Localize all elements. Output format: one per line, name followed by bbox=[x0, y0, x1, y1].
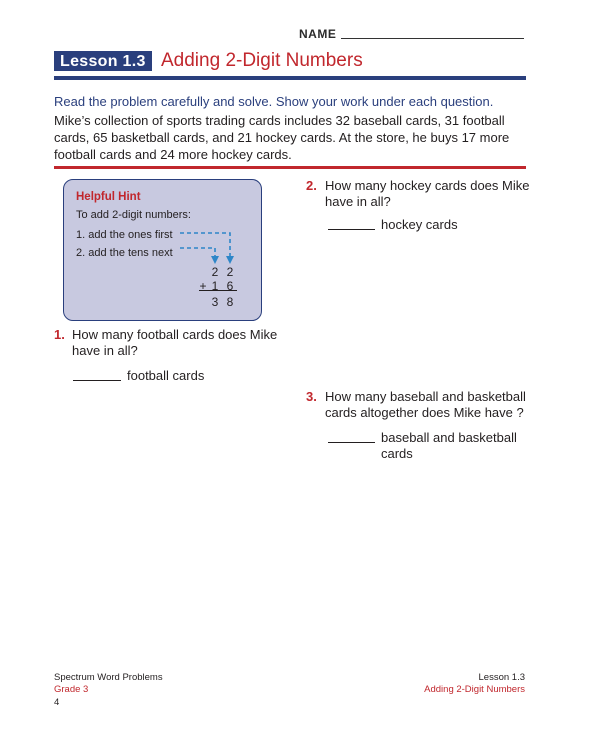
answer-2-unit: hockey cards bbox=[381, 217, 458, 232]
plus-sign: + bbox=[199, 279, 207, 293]
question-3-number: 3. bbox=[306, 389, 317, 404]
footer-grade: Grade 3 bbox=[54, 684, 89, 695]
answer-1-unit: football cards bbox=[127, 368, 205, 383]
addend-1-tens: 2 bbox=[211, 265, 219, 279]
problem-divider bbox=[54, 166, 526, 169]
question-1-number: 1. bbox=[54, 327, 65, 342]
hint-title: Helpful Hint bbox=[76, 191, 141, 203]
lesson-title: Adding 2-Digit Numbers bbox=[161, 50, 363, 71]
answer-3-unit-line-1: baseball and basketball bbox=[381, 430, 517, 445]
lesson-badge: Lesson 1.3 bbox=[54, 51, 152, 71]
hint-step-1: 1. add the ones first bbox=[76, 229, 173, 241]
name-label: NAME bbox=[299, 27, 337, 41]
answer-3-unit-line-2: cards bbox=[381, 446, 413, 461]
question-3-line-1: How many baseball and basketball bbox=[325, 389, 526, 404]
name-write-line bbox=[341, 38, 524, 39]
page-number: 4 bbox=[54, 697, 60, 708]
addend-2-ones: 6 bbox=[226, 279, 234, 293]
sum-tens: 3 bbox=[211, 295, 219, 309]
hint-step-2: 2. add the tens next bbox=[76, 247, 173, 259]
answer-2-blank[interactable] bbox=[328, 229, 375, 230]
question-3-line-2: cards altogether does Mike have ? bbox=[325, 405, 524, 420]
instructions: Read the problem carefully and solve. Show your work under each question. bbox=[54, 94, 494, 109]
question-2-number: 2. bbox=[306, 178, 317, 193]
dashed-arrows-icon bbox=[170, 226, 240, 266]
answer-1-blank[interactable] bbox=[73, 380, 121, 381]
footer-lesson: Lesson 1.3 bbox=[478, 672, 525, 683]
header-divider bbox=[54, 76, 526, 80]
question-1-line-1: How many football cards does Mike bbox=[72, 327, 278, 342]
question-2-line-1: How many hockey cards does Mike bbox=[325, 178, 530, 193]
sum-ones: 8 bbox=[226, 295, 234, 309]
answer-3-blank[interactable] bbox=[328, 442, 375, 443]
sum-line bbox=[199, 290, 237, 291]
question-2-line-2: have in all? bbox=[325, 194, 391, 209]
addend-1-ones: 2 bbox=[226, 265, 234, 279]
question-1-line-2: have in all? bbox=[72, 343, 138, 358]
addend-2-tens: 1 bbox=[211, 279, 219, 293]
footer-book-title: Spectrum Word Problems bbox=[54, 672, 163, 683]
problem-text: Mike’s collection of sports trading cards includes 32 baseball cards, 31 football cards, 65 basketball cards, and 21 hockey cards. At the store, he buys 17 more football cards and 24 more hockey cards. bbox=[54, 113, 510, 162]
hint-intro: To add 2-digit numbers: bbox=[76, 209, 191, 221]
footer-lesson-title: Adding 2-Digit Numbers bbox=[424, 684, 525, 695]
